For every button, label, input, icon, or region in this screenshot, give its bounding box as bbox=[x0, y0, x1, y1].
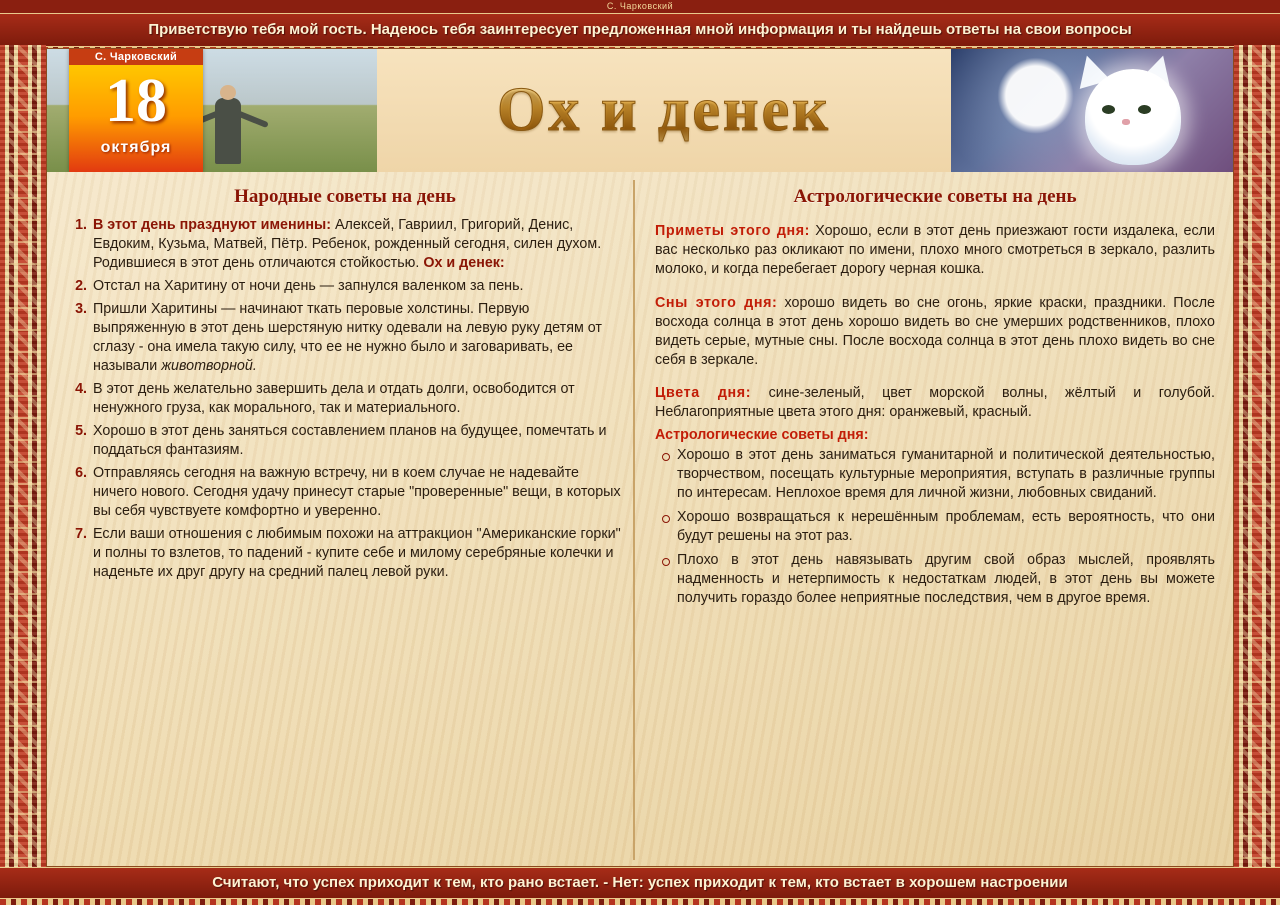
site-title: С. Чарковский bbox=[0, 0, 1280, 13]
item-text: Алексей, Гавриил, Григорий, Денис, Евдоким, Кузьма, Матвей, Пётр. Ребенок, рожденный сегодня, силен духом. Родившиеся в этот день отличаются стойкостью. bbox=[93, 217, 602, 271]
list-item bbox=[91, 380, 625, 418]
date-badge-brand: С. Чарковский bbox=[69, 49, 203, 65]
list-item bbox=[91, 277, 625, 296]
cat-eye-left bbox=[1102, 105, 1115, 114]
date-day: 18 bbox=[105, 67, 167, 135]
item-text: Хорошо в этот день заняться составлением планов на будущее, помечтать и поддаться фантазиям. bbox=[93, 423, 607, 458]
list-item bbox=[91, 525, 625, 582]
ornament-left bbox=[0, 45, 46, 869]
footer-banner: Считают, что успех приходит к тем, кто рано встает. - Нет: успех приходит к тем, кто встает в хорошем настроении bbox=[0, 867, 1280, 899]
astro-advice-column bbox=[647, 180, 1223, 860]
block-text: Хорошо, если в этот день приезжают гости издалека, если вас несколько раз окликают по имени, плохо много смотреться в зеркало, разлить молоко, и когда перебегает дорогу черная кошка. bbox=[655, 223, 1215, 278]
ornament-right bbox=[1234, 45, 1280, 869]
photo-figure bbox=[215, 98, 241, 164]
item-text: Пришли Харитины — начинают ткать перовые холстины. Первую выпряженную в этот день шерстяную нитку одевали на левую руку детям от сглазу - она имела такую силу, что ее не нужно было и заговаривать, ее называли bbox=[93, 301, 602, 374]
list-item bbox=[91, 216, 625, 273]
block-text: сине-зеленый, цвет морской волны, жёлтый и голубой. Неблагоприятные цвета этого дня: оранжевый, красный. bbox=[655, 384, 1215, 420]
item-text: Если ваши отношения с любимым похожи на аттракцион "Американские горки" и полны то взлетов, то падений - купите себе и милому серебряные колечки и наденьте их друг другу на средний палец левой руки. bbox=[93, 526, 621, 580]
astro-advice-heading: Астрологические советы на день bbox=[793, 186, 1077, 207]
block-lead: Сны этого дня: bbox=[655, 294, 778, 311]
poster-content bbox=[46, 48, 1234, 867]
cat-image bbox=[951, 49, 1233, 172]
item-tail-italic: животворной. bbox=[161, 358, 257, 374]
greeting-banner: Приветствую тебя мой гость. Надеюсь тебя заинтересует предложенная мной информация и ты найдешь ответы на свои вопросы bbox=[0, 13, 1280, 47]
list-item bbox=[91, 422, 625, 460]
block-lead: Цвета дня: bbox=[655, 384, 752, 401]
cat-head bbox=[1085, 69, 1181, 165]
folk-advice-list bbox=[65, 216, 625, 582]
title-plate bbox=[377, 49, 951, 172]
astro-block-dreams bbox=[655, 294, 1215, 370]
date-badge bbox=[69, 49, 203, 172]
cat-nose bbox=[1122, 119, 1130, 125]
item-text: Отстал на Харитину от ночи день — запнулся валенком за пень. bbox=[93, 278, 524, 294]
item-tail: Ох и денек: bbox=[423, 255, 505, 271]
list-item: Плохо в этот день навязывать другим свой образ мыслей, проявлять надменность и нетерпимость к недостаткам людей, в этот день вы можете получить гораздо более неприятные последствия, чем в другое время. bbox=[677, 551, 1215, 606]
list-item bbox=[91, 464, 625, 521]
list-item: Хорошо возвращаться к нерешённым проблемам, есть вероятность, что они будут решены на этот раз. bbox=[677, 508, 1215, 544]
item-lead: В этот день празднуют именины: bbox=[93, 217, 332, 233]
cat-eye-right bbox=[1138, 105, 1151, 114]
list-item bbox=[91, 300, 625, 376]
astro-advice-list bbox=[655, 446, 1215, 608]
astro-subheading: Астрологические советы дня: bbox=[655, 426, 869, 443]
block-text: хорошо видеть во сне огонь, яркие краски, праздники. После восхода солнца в этот день хорошо видеть во сне умерших родственников, плохо видеть серые, мутные сны. После восхода солнца в этот день плохо видеть во сне себя в зеркале. bbox=[655, 294, 1215, 368]
page-title: Ох и денек bbox=[497, 76, 831, 144]
item-text: В этот день желательно завершить дела и отдать долги, освободится от ненужного груза, как морального, так и материального. bbox=[93, 381, 575, 416]
folk-advice-heading: Народные советы на день bbox=[234, 186, 456, 207]
poster-header bbox=[47, 49, 1233, 172]
date-month: октября bbox=[100, 139, 172, 156]
poster-body bbox=[47, 172, 1233, 866]
astro-block-colors bbox=[655, 384, 1215, 422]
block-lead: Приметы этого дня: bbox=[655, 223, 811, 240]
folk-advice-column bbox=[57, 180, 635, 860]
list-item: Хорошо в этот день заниматься гуманитарной и политической деятельностью, творчеством, посещать культурные мероприятия, вступать в различные группы по интересам. Неплохое время для личной жизни, любовных свиданий. bbox=[677, 446, 1215, 501]
astro-block-omens bbox=[655, 222, 1215, 279]
item-text: Отправляясь сегодня на важную встречу, ни в коем случае не надевайте ничего нового. Сегодня удачу принесут старые "проверенные" вещи, в которых вы себя чувствуете комфортно и уверенно. bbox=[93, 465, 621, 519]
